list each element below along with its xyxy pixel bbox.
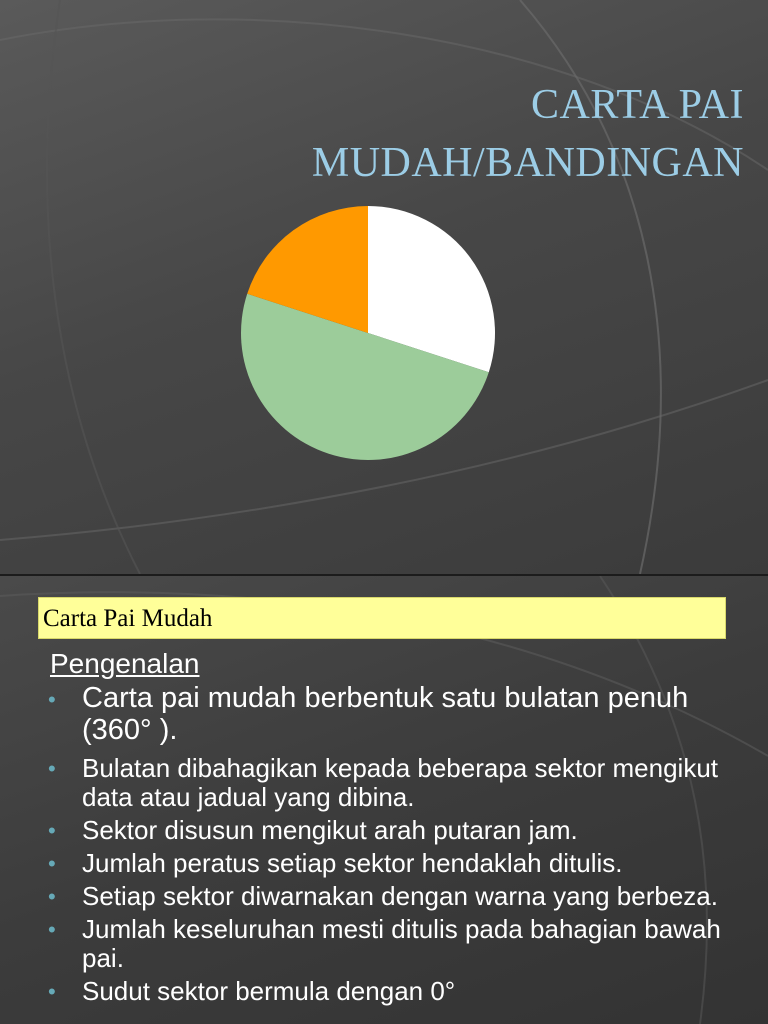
slide-content bbox=[0, 576, 768, 1024]
bullet-text: Jumlah peratus setiap sektor hendaklah ditulis. bbox=[82, 848, 623, 878]
bullet-item bbox=[44, 882, 744, 911]
bullet-icon: • bbox=[48, 687, 56, 712]
bullet-text: Carta pai mudah berbentuk satu bulatan penuh (360° ). bbox=[82, 682, 689, 746]
title-line-1: CARTA PAI bbox=[531, 82, 744, 128]
bullet-item bbox=[44, 849, 744, 878]
title-line-2: MUDAH/BANDINGAN bbox=[311, 140, 744, 186]
bullet-item bbox=[44, 915, 744, 973]
bullet-icon: • bbox=[48, 851, 56, 876]
bullet-item bbox=[44, 816, 744, 845]
bullet-text: Sudut sektor bermula dengan 0° bbox=[82, 976, 456, 1006]
bullet-icon: • bbox=[48, 917, 56, 942]
bullet-text: Sektor disusun mengikut arah putaran jam. bbox=[82, 815, 578, 845]
bullet-item bbox=[44, 977, 744, 1006]
bullet-text: Jumlah keseluruhan mesti ditulis pada bahagian bawah pai. bbox=[82, 914, 721, 973]
bullet-text: Setiap sektor diwarnakan dengan warna yang berbeza. bbox=[82, 881, 718, 911]
section-label: Carta Pai Mudah bbox=[38, 597, 726, 639]
bullet-item bbox=[44, 754, 744, 812]
bullet-item bbox=[44, 682, 744, 746]
intro-heading: Pengenalan bbox=[50, 648, 200, 679]
bullet-icon: • bbox=[48, 979, 56, 1004]
bullet-text: Bulatan dibahagikan kepada beberapa sektor mengikut data atau jadual yang dibina. bbox=[82, 753, 719, 812]
bullet-list bbox=[44, 682, 744, 1010]
bullet-icon: • bbox=[48, 818, 56, 843]
bullet-icon: • bbox=[48, 756, 56, 781]
bullet-icon: • bbox=[48, 884, 56, 909]
